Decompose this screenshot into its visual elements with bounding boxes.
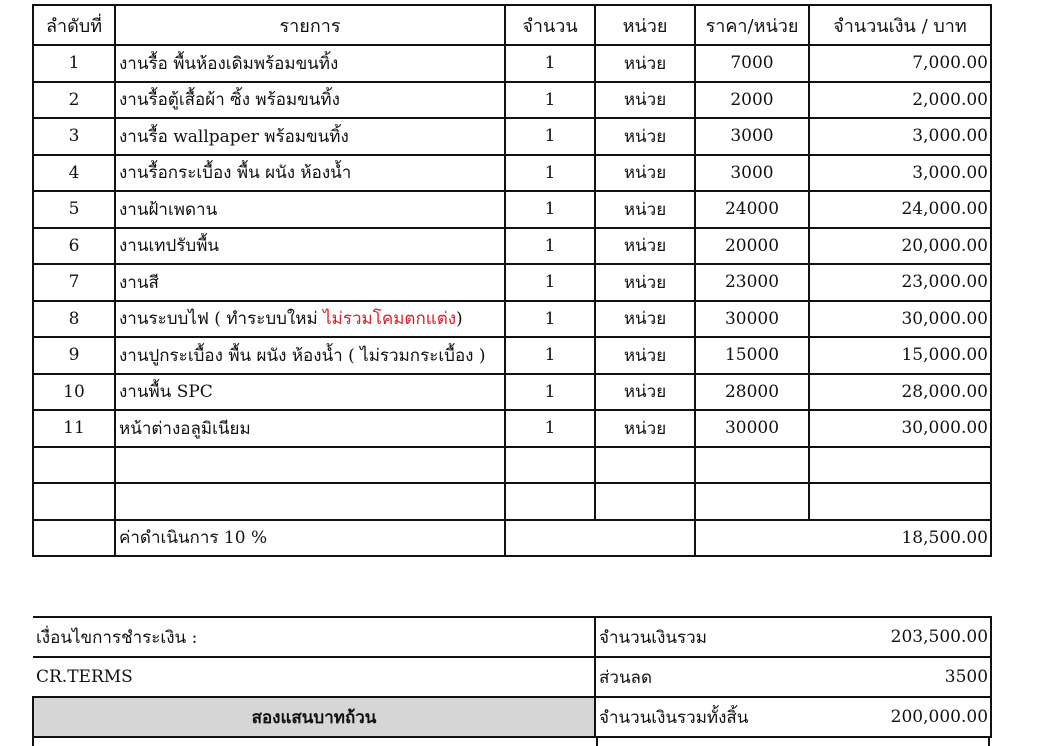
item-no: 1 [33, 45, 115, 82]
item-description [115, 301, 505, 338]
table-header-row [33, 5, 991, 45]
item-description [115, 82, 505, 119]
table-row [33, 337, 991, 374]
item-amount: 15,000.00 [809, 337, 991, 374]
header-qty: จำนวน [505, 5, 595, 45]
item-unit: หน่วย [595, 301, 695, 338]
item-amount: 3,000.00 [809, 155, 991, 192]
item-unit-price: 7000 [695, 45, 809, 82]
item-rows [33, 45, 991, 447]
table-row [33, 228, 991, 265]
item-quantity: 1 [505, 374, 595, 411]
header-no: ลำดับที่ [33, 5, 115, 45]
items-table [32, 4, 992, 557]
total-value: 200,000.00 [809, 697, 991, 737]
item-unit-price: 24000 [695, 191, 809, 228]
fee-label: ค่าดำเนินการ 10 % [115, 520, 505, 557]
item-quantity: 1 [505, 82, 595, 119]
item-description-text: งานฝ้าเพดาน [119, 199, 218, 220]
item-no: 3 [33, 118, 115, 155]
item-description-text: งานรื้อ พื้นห้องเดิมพร้อมขนทิ้ง [119, 53, 339, 74]
header-amount: จำนวนเงิน / บาท [809, 5, 991, 45]
header-price: ราคา/หน่วย [695, 5, 809, 45]
item-unit-price: 28000 [695, 374, 809, 411]
item-no: 8 [33, 301, 115, 338]
item-description [115, 337, 505, 374]
item-no: 11 [33, 410, 115, 447]
item-amount: 7,000.00 [809, 45, 991, 82]
item-no: 2 [33, 82, 115, 119]
item-quantity: 1 [505, 410, 595, 447]
item-description-text: งานระบบไฟ ( ทำระบบใหม่ [119, 309, 324, 330]
table-row [33, 410, 991, 447]
header-unit: หน่วย [595, 5, 695, 45]
item-amount: 30,000.00 [809, 410, 991, 447]
item-quantity: 1 [505, 228, 595, 265]
item-description [115, 228, 505, 265]
item-description-text: งานรื้อ wallpaper พร้อมขนทิ้ง [119, 126, 349, 147]
summary-row-subtotal [33, 617, 991, 657]
item-description [115, 155, 505, 192]
item-description [115, 191, 505, 228]
header-desc: รายการ [115, 5, 505, 45]
item-quantity: 1 [505, 264, 595, 301]
item-unit: หน่วย [595, 82, 695, 119]
summary-row-discount [33, 657, 991, 697]
table-row [33, 374, 991, 411]
item-description [115, 410, 505, 447]
item-description-text: งานพื้น SPC [119, 382, 213, 403]
item-unit-price: 3000 [695, 118, 809, 155]
item-unit: หน่วย [595, 228, 695, 265]
item-description-text: งานรื้อตู้เสื้อผ้า ซิ้ง พร้อมขนทิ้ง [119, 90, 340, 111]
item-unit: หน่วย [595, 410, 695, 447]
table-row [33, 82, 991, 119]
item-unit-price: 23000 [695, 264, 809, 301]
subtotal-value: 203,500.00 [809, 617, 991, 657]
item-amount: 2,000.00 [809, 82, 991, 119]
item-quantity: 1 [505, 191, 595, 228]
item-unit: หน่วย [595, 155, 695, 192]
item-amount: 28,000.00 [809, 374, 991, 411]
table-row [33, 118, 991, 155]
item-amount: 24,000.00 [809, 191, 991, 228]
blank-row [33, 447, 991, 484]
item-description [115, 374, 505, 411]
fee-row [33, 520, 991, 557]
item-description-text: งานเทปรับพื้น [119, 236, 220, 257]
item-description [115, 45, 505, 82]
summary-table [32, 616, 992, 738]
item-description-text: งานสี [119, 272, 159, 293]
item-no: 6 [33, 228, 115, 265]
item-amount: 23,000.00 [809, 264, 991, 301]
item-description-text: หน้าต่างอลูมิเนียม [119, 418, 251, 439]
item-amount: 20,000.00 [809, 228, 991, 265]
item-amount: 3,000.00 [809, 118, 991, 155]
item-no: 10 [33, 374, 115, 411]
blank-row [33, 483, 991, 520]
item-no: 9 [33, 337, 115, 374]
payment-terms: CR.TERMS [33, 657, 595, 697]
item-unit-price: 20000 [695, 228, 809, 265]
item-description-text: งานปูกระเบื้อง พื้น ผนัง ห้องน้ำ ( ไม่รวมกระเบื้อง ) [119, 345, 486, 366]
table-continuation [32, 736, 992, 746]
item-quantity: 1 [505, 155, 595, 192]
item-quantity: 1 [505, 337, 595, 374]
item-unit-price: 30000 [695, 410, 809, 447]
table-row [33, 264, 991, 301]
subtotal-label: จำนวนเงินรวม [595, 617, 809, 657]
item-quantity: 1 [505, 118, 595, 155]
total-label: จำนวนเงินรวมทั้งสิ้น [595, 697, 809, 737]
item-unit: หน่วย [595, 45, 695, 82]
payment-conditions-label: เงื่อนไขการชำระเงิน : [33, 617, 595, 657]
item-unit-price: 3000 [695, 155, 809, 192]
item-unit-price: 15000 [695, 337, 809, 374]
item-description-text: งานรื้อกระเบื้อง พื้น ผนัง ห้องน้ำ [119, 163, 352, 184]
item-description-tail: ) [456, 309, 463, 330]
summary-row-total [33, 697, 991, 737]
item-description-note: ไม่รวมโคมตกแต่ง [323, 309, 457, 330]
amount-in-words: สองแสนบาทถ้วน [33, 697, 595, 737]
item-quantity: 1 [505, 45, 595, 82]
table-continuation-right [988, 736, 990, 746]
item-quantity: 1 [505, 301, 595, 338]
discount-value: 3500 [809, 657, 991, 697]
item-description [115, 118, 505, 155]
fee-amount: 18,500.00 [809, 520, 991, 557]
item-no: 4 [33, 155, 115, 192]
item-unit: หน่วย [595, 118, 695, 155]
table-row [33, 191, 991, 228]
item-no: 7 [33, 264, 115, 301]
discount-label: ส่วนลด [595, 657, 809, 697]
item-unit: หน่วย [595, 191, 695, 228]
table-row [33, 301, 991, 338]
table-row [33, 155, 991, 192]
item-no: 5 [33, 191, 115, 228]
item-unit-price: 2000 [695, 82, 809, 119]
item-unit: หน่วย [595, 337, 695, 374]
item-unit: หน่วย [595, 264, 695, 301]
item-unit-price: 30000 [695, 301, 809, 338]
item-amount: 30,000.00 [809, 301, 991, 338]
item-unit: หน่วย [595, 374, 695, 411]
table-row [33, 45, 991, 82]
item-description [115, 264, 505, 301]
